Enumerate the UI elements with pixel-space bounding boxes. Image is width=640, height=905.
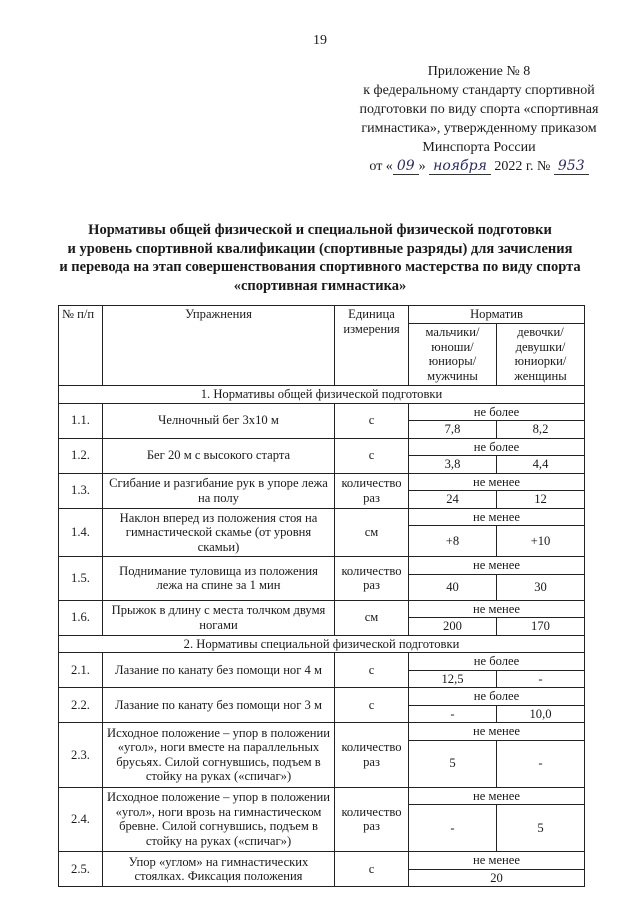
- appendix-line: подготовки по виду спорта «спортивная: [359, 102, 599, 117]
- row-condition: не более: [409, 688, 585, 706]
- row-number: 2.5.: [59, 852, 103, 887]
- row-exercise: Исходное положение – упор в положении «угол», ноги врозь на гимнастическом бревне. Силой согнувшись, подъем в стойку на руках («спичаг»): [103, 787, 335, 852]
- header-exercise: Упражнения: [103, 306, 335, 386]
- table-body: [59, 386, 585, 887]
- row-value-boys: 24: [409, 491, 497, 509]
- date-year: 2022 г. №: [494, 159, 551, 174]
- row-value-girls: 5: [497, 805, 585, 852]
- row-condition: не менее: [409, 723, 585, 741]
- row-value-girls: 10,0: [497, 705, 585, 723]
- row-number: 2.2.: [59, 688, 103, 723]
- title-line: «спортивная гимнастика»: [233, 277, 407, 294]
- table-row: [59, 438, 585, 456]
- header-norm: Норматив: [409, 306, 585, 324]
- row-unit: количество раз: [335, 723, 409, 788]
- row-condition: не менее: [409, 557, 585, 575]
- row-value-girls: 8,2: [497, 421, 585, 439]
- table-row: [59, 787, 585, 805]
- table-row: [59, 723, 585, 741]
- title-line: и перевода на этап совершенствования спортивного мастерства по виду спорта: [59, 259, 581, 275]
- appendix-line: Минспорта России: [422, 140, 536, 155]
- row-unit: с: [335, 403, 409, 438]
- table-row: [59, 688, 585, 706]
- appendix-line: гимнастика», утвержденному приказом: [361, 121, 597, 136]
- row-number: 1.3.: [59, 473, 103, 508]
- header-unit: Единица измерения: [335, 306, 409, 386]
- handwritten-day: 09: [393, 158, 419, 175]
- row-unit: см: [335, 600, 409, 635]
- row-value-boys: +8: [409, 526, 497, 557]
- row-number: 2.3.: [59, 723, 103, 788]
- row-unit: с: [335, 688, 409, 723]
- row-value-boys: 3,8: [409, 456, 497, 474]
- norms-table: [58, 305, 585, 887]
- row-value-girls: 30: [497, 574, 585, 600]
- row-value-girls: 4,4: [497, 456, 585, 474]
- row-number: 1.5.: [59, 557, 103, 601]
- table-row: [59, 852, 585, 870]
- row-value-girls: 12: [497, 491, 585, 509]
- row-value-both: 20: [409, 869, 585, 887]
- row-unit: количество раз: [335, 557, 409, 601]
- row-condition: не более: [409, 438, 585, 456]
- row-value-boys: 40: [409, 574, 497, 600]
- table-row: [59, 557, 585, 575]
- row-number: 1.6.: [59, 600, 103, 635]
- table-row: [59, 653, 585, 671]
- row-value-girls: 170: [497, 618, 585, 636]
- row-number: 2.4.: [59, 787, 103, 852]
- row-exercise: Упор «углом» на гимнастических стоялках. Фиксация положения: [103, 852, 335, 887]
- row-value-boys: 200: [409, 618, 497, 636]
- title-line: Нормативы общей физической и специальной физической подготовки: [88, 222, 552, 238]
- table-row: [59, 473, 585, 491]
- row-value-boys: 12,5: [409, 670, 497, 688]
- handwritten-order-number: 953: [554, 158, 589, 175]
- row-condition: не менее: [409, 852, 585, 870]
- row-number: 1.2.: [59, 438, 103, 473]
- date-mid: »: [418, 159, 426, 174]
- row-condition: не более: [409, 403, 585, 421]
- row-condition: не менее: [409, 508, 585, 526]
- row-exercise: Лазание по канату без помощи ног 4 м: [103, 653, 335, 688]
- row-unit: количество раз: [335, 787, 409, 852]
- row-value-girls: -: [497, 740, 585, 787]
- row-number: 1.4.: [59, 508, 103, 557]
- table-row: [59, 508, 585, 526]
- row-exercise: Исходное положение – упор в положении «угол», ноги вместе на параллельных брусьях. Силой согнувшись, подъем в стойку на руках («спичаг»): [103, 723, 335, 788]
- section-title: 1. Нормативы общей физической подготовки: [59, 386, 585, 404]
- page-number: 19: [313, 33, 327, 48]
- header-girls: девочки/ девушки/ юниорки/ женщины: [497, 324, 585, 386]
- row-value-girls: -: [497, 670, 585, 688]
- section-title: 2. Нормативы специальной физической подготовки: [59, 635, 585, 653]
- row-unit: с: [335, 852, 409, 887]
- row-value-girls: +10: [497, 526, 585, 557]
- date-prefix: от «: [369, 159, 393, 174]
- row-number: 1.1.: [59, 403, 103, 438]
- row-condition: не менее: [409, 473, 585, 491]
- row-condition: не более: [409, 653, 585, 671]
- document-title: [40, 221, 600, 295]
- row-condition: не менее: [409, 600, 585, 618]
- row-exercise: Лазание по канату без помощи ног 3 м: [103, 688, 335, 723]
- handwritten-month: ноября: [429, 158, 491, 175]
- row-unit: с: [335, 653, 409, 688]
- order-date-line: [330, 157, 628, 176]
- table-row: [59, 403, 585, 421]
- appendix-line: к федеральному стандарту спортивной: [363, 83, 595, 98]
- header-boys: мальчики/ юноши/ юниоры/ мужчины: [409, 324, 497, 386]
- appendix-header: [330, 62, 628, 176]
- section-row: [59, 386, 585, 404]
- row-unit: количество раз: [335, 473, 409, 508]
- title-line: и уровень спортивной квалификации (спортивные разряды) для зачисления: [67, 240, 573, 257]
- row-value-boys: -: [409, 705, 497, 723]
- section-row: [59, 635, 585, 653]
- header-number: № п/п: [59, 306, 103, 386]
- row-exercise: Сгибание и разгибание рук в упоре лежа на полу: [103, 473, 335, 508]
- row-value-boys: -: [409, 805, 497, 852]
- row-value-boys: 5: [409, 740, 497, 787]
- row-exercise: Челночный бег 3х10 м: [103, 403, 335, 438]
- row-unit: см: [335, 508, 409, 557]
- row-condition: не менее: [409, 787, 585, 805]
- row-exercise: Прыжок в длину с места толчком двумя ногами: [103, 600, 335, 635]
- table-row: [59, 600, 585, 618]
- row-value-boys: 7,8: [409, 421, 497, 439]
- appendix-line: Приложение № 8: [427, 64, 531, 79]
- row-exercise: Наклон вперед из положения стоя на гимнастической скамье (от уровня скамьи): [103, 508, 335, 557]
- row-exercise: Бег 20 м с высокого старта: [103, 438, 335, 473]
- row-number: 2.1.: [59, 653, 103, 688]
- row-unit: с: [335, 438, 409, 473]
- row-exercise: Поднимание туловища из положения лежа на спине за 1 мин: [103, 557, 335, 601]
